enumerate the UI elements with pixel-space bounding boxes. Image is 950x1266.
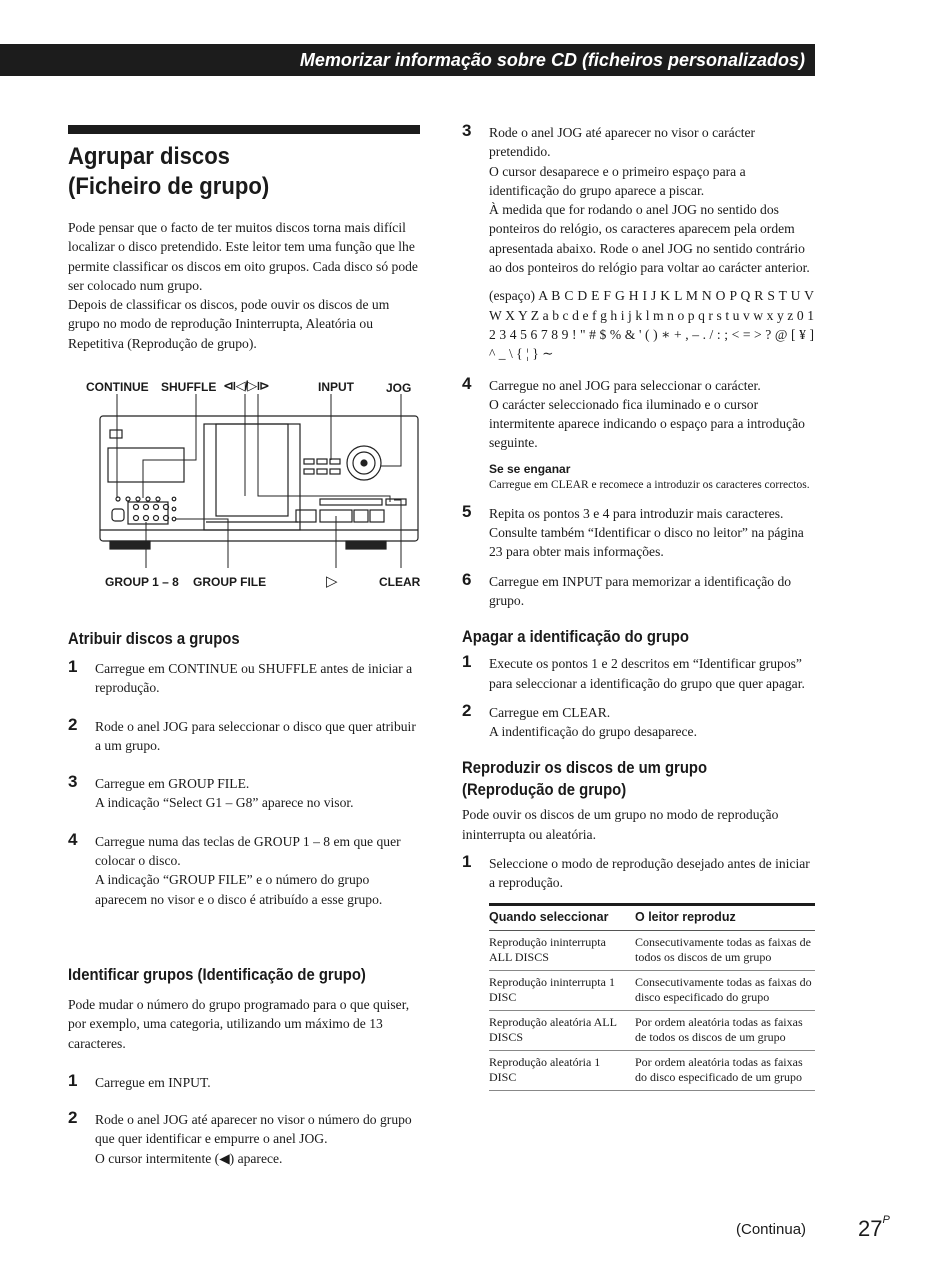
note-title: Se se enganar: [489, 461, 571, 476]
section-title-play-group: Reproduzir os discos de um grupo (Reprodução de grupo): [462, 759, 708, 800]
label-group: GROUP 1 – 8: [105, 575, 179, 589]
play-icon: ▷: [326, 573, 338, 590]
list-item: 2 Rode o anel JOG até aparecer no visor o número do grupo que quer identificar e empurre o anel JOG. O cursor intermitente (◀) aparece.: [68, 1108, 412, 1166]
play-mode-table: [489, 903, 815, 1091]
list-item: 4 Carregue no anel JOG para seleccionar o carácter. O carácter seleccionado fica iluminado e o cursor intermitente aparece indicando o espaço para a introdução seguinte. Se se enganar Carregue em CLEAR e recomece a introduzir os caracteres correctos.: [462, 376, 814, 494]
list-item: 3 Carregue em GROUP FILE. A indicação “Select G1 – G8” aparece no visor.: [68, 772, 354, 811]
section-title-delete: Apagar a identificação do grupo: [462, 628, 689, 647]
label-shuffle: SHUFFLE: [161, 380, 217, 394]
character-list: (espaço) A B C D E F G H I J K L M N O P Q R S T U V W X Y Z a b c d e f g h i j k l m n o p q r s t u v w x y z 0 1 2 3 4 5 6 7 8 9 ! " # $ % & ' ( ) ∗ + , – . / : ; < = > ? @ [ ¥ ] ^ _ \ { ¦ } ∼: [489, 288, 814, 362]
label-jog: JOG: [386, 381, 412, 395]
intro-paragraph-2: Depois de classificar os discos, pode ouvir os discos de um grupo no modo de reprodução Ininterrupta, Aleatória ou Repetitiva (Reprodução de grupo).: [68, 297, 390, 351]
list-item: 4 Carregue numa das teclas de GROUP 1 – 8 em que quer colocar o disco. A indicação “GROUP FILE” e o número do grupo aparecem no visor e o disco é atribuído a esse grupo.: [68, 829, 401, 907]
intro-paragraph-1: Pode pensar que o facto de ter muitos discos torna mais difícil localizar o disco pretendido. Este leitor tem uma função que lhe permite classificar os discos em oito grupos. Cada disco só pode ser colocado num grupo.: [68, 220, 418, 293]
label-group-file: GROUP FILE: [193, 575, 267, 589]
cd-player-diagram: [68, 372, 428, 597]
section-title-assign: Atribuir discos a grupos: [68, 630, 240, 648]
identify-intro: Pode mudar o número do grupo programado para o que quiser, por exemplo, uma categoria, utilizando um máximo de 13 caracteres.: [68, 997, 410, 1051]
list-item: 1 Execute os pontos 1 e 2 descritos em “Identificar grupos” para seleccionar a identificação do grupo que quer apagar.: [462, 652, 805, 691]
label-skip: ⧏◁/▷⧐: [223, 378, 269, 393]
note-text: Carregue em CLEAR e recomece a introduzir os caracteres correctos.: [489, 478, 810, 491]
list-item: 1 Seleccione o modo de reprodução desejado antes de iniciar a reprodução.: [462, 852, 810, 891]
right-column: [462, 123, 814, 1091]
table-header: Quando seleccionar: [489, 904, 635, 930]
table-row: Reprodução aleatória ALL DISCS Por ordem aleatória todas as faixas de todos os discos de um grupo: [489, 1010, 815, 1050]
table-row: Reprodução ininterrupta 1 DISC Consecutivamente todas as faixas do disco especificado do grupo: [489, 970, 815, 1010]
table-header: O leitor reproduz: [635, 904, 815, 930]
list-item: 1 Carregue em CONTINUE ou SHUFFLE antes de iniciar a reprodução.: [68, 657, 413, 696]
list-item: 2 Carregue em CLEAR. A indentificação do grupo desaparece.: [462, 700, 697, 740]
title-rule: [68, 125, 420, 134]
label-input: INPUT: [318, 380, 354, 394]
play-group-intro: Pode ouvir os discos de um grupo no modo de reprodução ininterrupta ou aleatória.: [462, 807, 779, 842]
section-delete: [462, 626, 814, 741]
section-play-group: [462, 757, 814, 1090]
list-item: 3 Rode o anel JOG até aparecer no visor o carácter pretendido. O cursor desaparece e o primeiro espaço para a identificação do grupo aparece a piscar. À medida que for rodando o anel JOG no sentido dos ponteiros do relógio, os caracteres aparecem pela ordem apresentada abaixo. Rode o anel JOG no sentido contrário ao dos ponteiros do relógio para voltar ao carácter anterior. (espaço) A B C D E F G H I J K L M N O P Q R S T U V W X Y Z a b c d e f g h i j k l m n o p q r s t u v w x y z 0 1 2 3 4 5 6 7 8 9 ! " # $ % & ' ( ) ∗ + , – . / : ; < = > ? @ [ ¥ ] ^ _ \ { ¦ } ∼: [462, 123, 814, 364]
section-title-identify: Identificar grupos (Identificação de grupo): [68, 966, 366, 984]
list-item: 2 Rode o anel JOG para seleccionar o disco que quer atribuir a um grupo.: [68, 714, 416, 753]
left-column: [68, 125, 420, 353]
label-continue: CONTINUE: [86, 380, 149, 394]
section-identify: [68, 964, 420, 1168]
label-clear: CLEAR: [379, 575, 421, 589]
page-header: Memorizar informação sobre CD (ficheiros personalizados): [0, 44, 815, 76]
list-item: 6 Carregue em INPUT para memorizar a identificação do grupo.: [462, 569, 792, 608]
table-row: Reprodução aleatória 1 DISC Por ordem aleatória todas as faixas do disco especificado de um grupo: [489, 1050, 815, 1090]
player-drawing: [68, 372, 428, 597]
section-assign: [68, 628, 420, 909]
page-number: $27^P$: [858, 1214, 890, 1241]
page-title: Agrupar discos (Ficheiro de grupo): [68, 143, 270, 200]
list-item: 1 Carregue em INPUT.: [68, 1070, 211, 1090]
table-row: Reprodução ininterrupta ALL DISCS Consecutivamente todas as faixas de todos os discos de um grupo: [489, 930, 815, 970]
list-item: 5 Repita os pontos 3 e 4 para introduzir mais caracteres. Consulte também “Identificar o disco no leitor” na página 23 para obter mais informações.: [462, 501, 804, 560]
continued-label: (Continua): [736, 1221, 807, 1238]
